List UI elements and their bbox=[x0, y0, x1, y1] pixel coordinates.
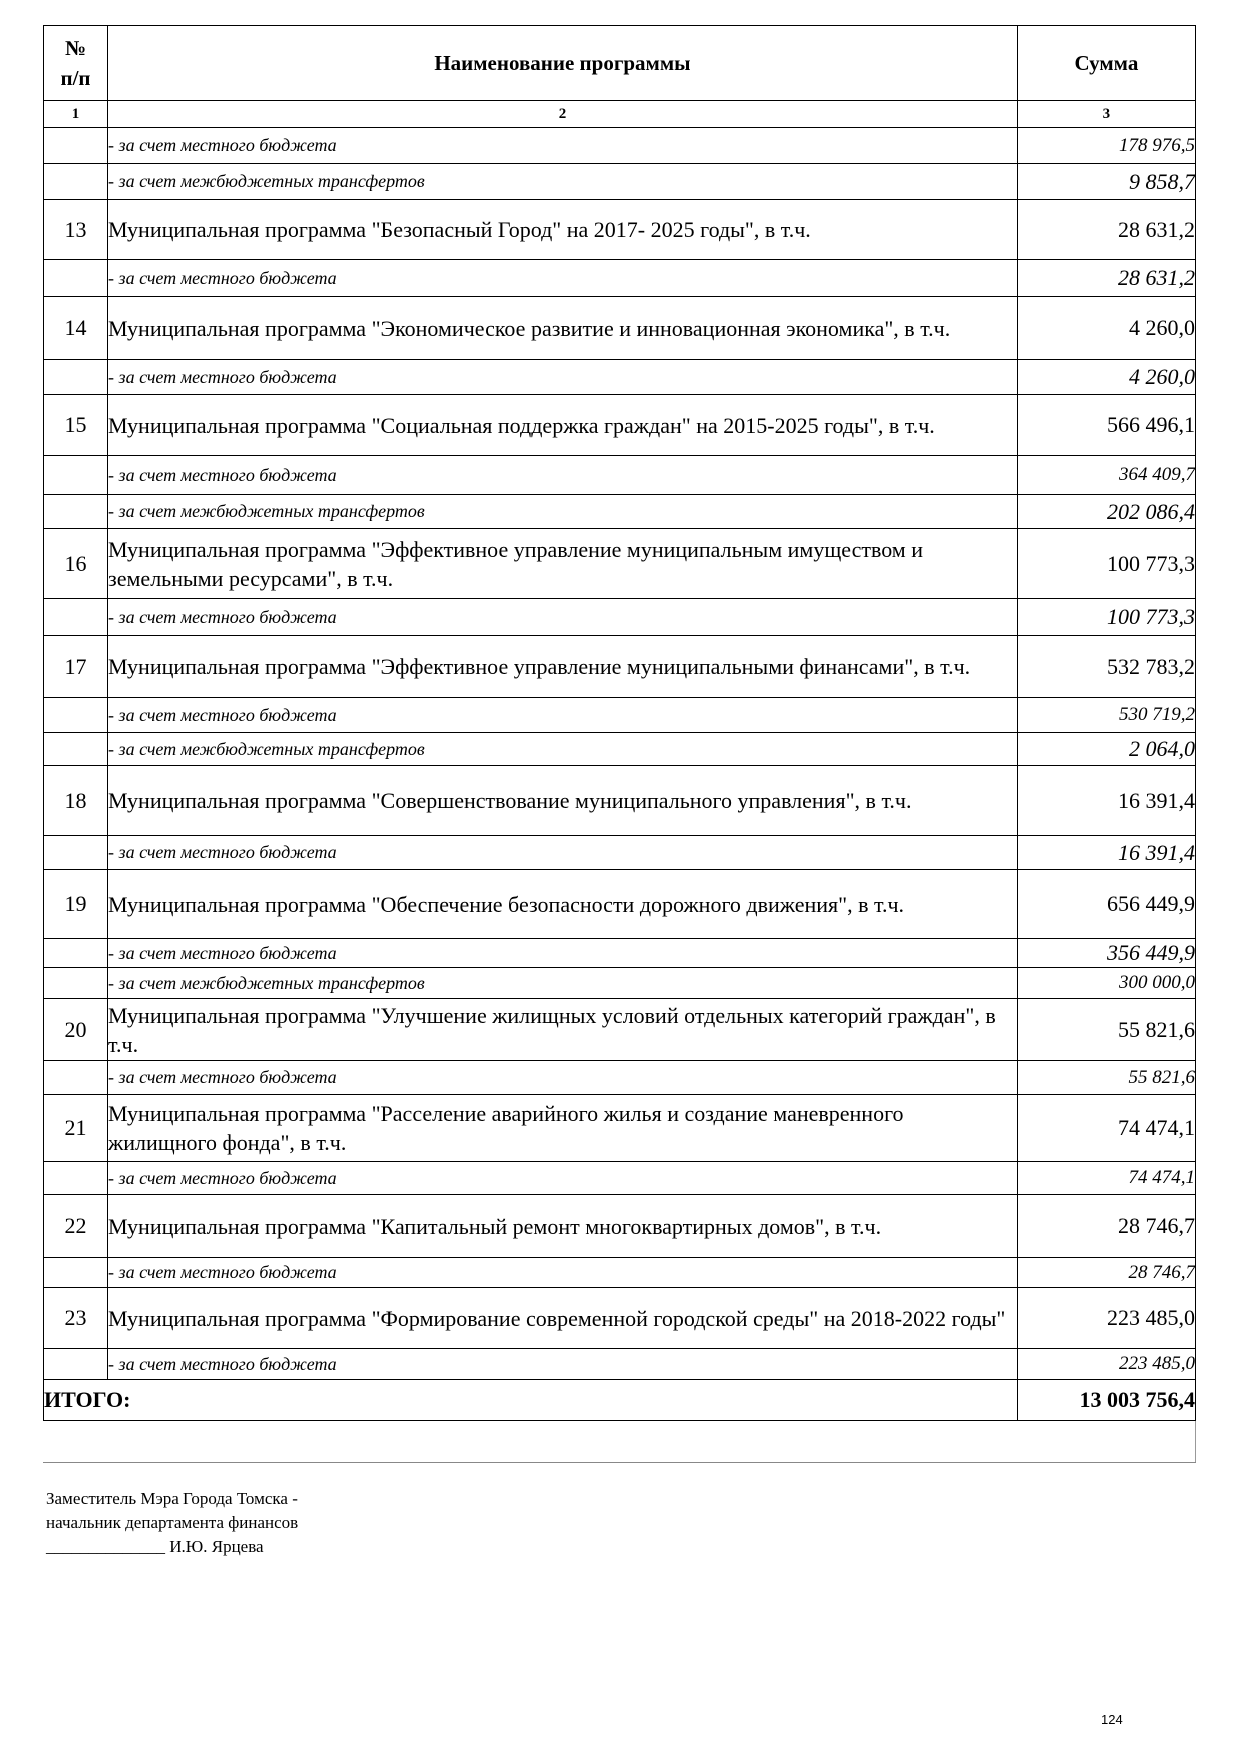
funding-source-label: - за счет местного бюджета bbox=[108, 836, 1018, 870]
funding-source-label: - за счет местного бюджета bbox=[108, 260, 1018, 297]
signature-position-line2: начальник департамента финансов bbox=[46, 1513, 299, 1532]
program-name: Муниципальная программа "Обеспечение безопасности дорожного движения", в т.ч. bbox=[108, 870, 1018, 939]
program-row bbox=[44, 870, 1196, 939]
program-sum: 55 821,6 bbox=[1017, 999, 1195, 1061]
program-row bbox=[44, 636, 1196, 698]
funding-source-row bbox=[44, 1349, 1196, 1380]
row-number bbox=[44, 128, 108, 164]
funding-source-sum: 9 858,7 bbox=[1017, 164, 1195, 200]
total-sum: 13 003 756,4 bbox=[1017, 1380, 1195, 1421]
program-name: Муниципальная программа "Эффективное управление муниципальным имуществом и земельными ресурсами", в т.ч. bbox=[108, 529, 1018, 599]
program-sum: 532 783,2 bbox=[1017, 636, 1195, 698]
row-number: 15 bbox=[44, 395, 108, 456]
divider-line bbox=[43, 1462, 1196, 1463]
program-name: Муниципальная программа "Экономическое развитие и инновационная экономика", в т.ч. bbox=[108, 297, 1018, 360]
program-row bbox=[44, 1195, 1196, 1258]
row-number bbox=[44, 939, 108, 968]
funding-source-sum: 530 719,2 bbox=[1017, 698, 1195, 733]
program-row bbox=[44, 200, 1196, 260]
funding-source-row bbox=[44, 836, 1196, 870]
funding-source-label: - за счет местного бюджета bbox=[108, 128, 1018, 164]
row-number bbox=[44, 495, 108, 529]
funding-source-row bbox=[44, 456, 1196, 495]
funding-source-label: - за счет межбюджетных трансфертов bbox=[108, 164, 1018, 200]
row-number bbox=[44, 1258, 108, 1288]
funding-source-sum: 202 086,4 bbox=[1017, 495, 1195, 529]
funding-source-row bbox=[44, 260, 1196, 297]
program-name: Муниципальная программа "Формирование современной городской среды" на 2018-2022 годы" bbox=[108, 1288, 1018, 1349]
funding-source-label: - за счет местного бюджета bbox=[108, 1061, 1018, 1095]
funding-source-row bbox=[44, 968, 1196, 999]
funding-source-row bbox=[44, 1162, 1196, 1195]
signature-blank: ______________ bbox=[46, 1537, 165, 1556]
row-number bbox=[44, 164, 108, 200]
funding-source-label: - за счет межбюджетных трансфертов bbox=[108, 495, 1018, 529]
program-name: Муниципальная программа "Эффективное управление муниципальными финансами", в т.ч. bbox=[108, 636, 1018, 698]
row-number bbox=[44, 456, 108, 495]
funding-source-row bbox=[44, 128, 1196, 164]
funding-source-sum: 223 485,0 bbox=[1017, 1349, 1195, 1380]
row-number: 17 bbox=[44, 636, 108, 698]
row-number: 14 bbox=[44, 297, 108, 360]
column-number-row bbox=[44, 101, 1196, 128]
row-number: 21 bbox=[44, 1095, 108, 1162]
total-row bbox=[44, 1380, 1196, 1421]
funding-source-row bbox=[44, 939, 1196, 968]
funding-source-row bbox=[44, 495, 1196, 529]
program-sum: 74 474,1 bbox=[1017, 1095, 1195, 1162]
funding-source-sum: 178 976,5 bbox=[1017, 128, 1195, 164]
program-sum: 566 496,1 bbox=[1017, 395, 1195, 456]
program-row bbox=[44, 1288, 1196, 1349]
funding-source-row bbox=[44, 1258, 1196, 1288]
funding-source-label: - за счет местного бюджета bbox=[108, 456, 1018, 495]
program-row bbox=[44, 395, 1196, 456]
program-sum: 4 260,0 bbox=[1017, 297, 1195, 360]
funding-source-sum: 300 000,0 bbox=[1017, 968, 1195, 999]
program-row bbox=[44, 766, 1196, 836]
row-number bbox=[44, 360, 108, 395]
funding-source-row bbox=[44, 1061, 1196, 1095]
row-number bbox=[44, 1349, 108, 1380]
table-footer-border bbox=[1195, 1421, 1196, 1463]
funding-source-sum: 28 631,2 bbox=[1017, 260, 1195, 297]
row-number: 19 bbox=[44, 870, 108, 939]
funding-source-sum: 55 821,6 bbox=[1017, 1061, 1195, 1095]
header-row bbox=[44, 26, 1196, 101]
program-name: Муниципальная программа "Расселение аварийного жилья и создание маневренного жилищного фонда", в т.ч. bbox=[108, 1095, 1018, 1162]
funding-source-label: - за счет местного бюджета bbox=[108, 939, 1018, 968]
program-name: Муниципальная программа "Безопасный Город" на 2017- 2025 годы", в т.ч. bbox=[108, 200, 1018, 260]
funding-source-label: - за счет местного бюджета bbox=[108, 360, 1018, 395]
funding-source-row bbox=[44, 599, 1196, 636]
row-number: 13 bbox=[44, 200, 108, 260]
row-number: 18 bbox=[44, 766, 108, 836]
program-sum: 16 391,4 bbox=[1017, 766, 1195, 836]
funding-source-label: - за счет межбюджетных трансфертов bbox=[108, 733, 1018, 766]
program-name: Муниципальная программа "Социальная поддержка граждан" на 2015-2025 годы", в т.ч. bbox=[108, 395, 1018, 456]
page-number: 124 bbox=[1101, 1712, 1123, 1727]
funding-source-sum: 4 260,0 bbox=[1017, 360, 1195, 395]
row-number bbox=[44, 1162, 108, 1195]
budget-programs-table bbox=[43, 25, 1196, 1421]
row-number: 23 bbox=[44, 1288, 108, 1349]
header-num-line2: п/п bbox=[60, 66, 91, 90]
signature-block bbox=[46, 1487, 298, 1559]
table-body bbox=[44, 128, 1196, 1380]
row-number bbox=[44, 599, 108, 636]
header-num-line1: № bbox=[64, 36, 87, 60]
program-row bbox=[44, 999, 1196, 1061]
funding-source-label: - за счет местного бюджета bbox=[108, 1258, 1018, 1288]
total-label: ИТОГО: bbox=[44, 1380, 1018, 1421]
program-sum: 656 449,9 bbox=[1017, 870, 1195, 939]
program-sum: 100 773,3 bbox=[1017, 529, 1195, 599]
program-name: Муниципальная программа "Совершенствование муниципального управления", в т.ч. bbox=[108, 766, 1018, 836]
row-number bbox=[44, 836, 108, 870]
funding-source-sum: 28 746,7 bbox=[1017, 1258, 1195, 1288]
header-name: Наименование программы bbox=[108, 26, 1018, 101]
row-number: 20 bbox=[44, 999, 108, 1061]
funding-source-row bbox=[44, 698, 1196, 733]
funding-source-label: - за счет местного бюджета bbox=[108, 1162, 1018, 1195]
funding-source-row bbox=[44, 733, 1196, 766]
funding-source-label: - за счет межбюджетных трансфертов bbox=[108, 968, 1018, 999]
funding-source-row bbox=[44, 164, 1196, 200]
program-row bbox=[44, 297, 1196, 360]
funding-source-sum: 2 064,0 bbox=[1017, 733, 1195, 766]
program-name: Муниципальная программа "Улучшение жилищных условий отдельных категорий граждан", в т.ч. bbox=[108, 999, 1018, 1061]
funding-source-label: - за счет местного бюджета bbox=[108, 698, 1018, 733]
header-num bbox=[44, 26, 108, 101]
row-number bbox=[44, 733, 108, 766]
row-number bbox=[44, 260, 108, 297]
column-number-1: 1 bbox=[44, 101, 108, 128]
program-sum: 28 746,7 bbox=[1017, 1195, 1195, 1258]
funding-source-row bbox=[44, 360, 1196, 395]
column-number-3: 3 bbox=[1017, 101, 1195, 128]
signature-name-line bbox=[46, 1535, 298, 1559]
funding-source-sum: 364 409,7 bbox=[1017, 456, 1195, 495]
row-number bbox=[44, 1061, 108, 1095]
signature-name: И.Ю. Ярцева bbox=[169, 1537, 264, 1556]
program-row bbox=[44, 529, 1196, 599]
row-number bbox=[44, 968, 108, 999]
row-number: 22 bbox=[44, 1195, 108, 1258]
funding-source-label: - за счет местного бюджета bbox=[108, 1349, 1018, 1380]
row-number bbox=[44, 698, 108, 733]
column-number-2: 2 bbox=[108, 101, 1018, 128]
program-name: Муниципальная программа "Капитальный ремонт многоквартирных домов", в т.ч. bbox=[108, 1195, 1018, 1258]
signature-position-line1: Заместитель Мэра Города Томска - bbox=[46, 1489, 298, 1508]
funding-source-sum: 16 391,4 bbox=[1017, 836, 1195, 870]
funding-source-sum: 356 449,9 bbox=[1017, 939, 1195, 968]
program-row bbox=[44, 1095, 1196, 1162]
row-number: 16 bbox=[44, 529, 108, 599]
program-sum: 223 485,0 bbox=[1017, 1288, 1195, 1349]
program-sum: 28 631,2 bbox=[1017, 200, 1195, 260]
header-sum: Сумма bbox=[1017, 26, 1195, 101]
funding-source-sum: 74 474,1 bbox=[1017, 1162, 1195, 1195]
funding-source-sum: 100 773,3 bbox=[1017, 599, 1195, 636]
funding-source-label: - за счет местного бюджета bbox=[108, 599, 1018, 636]
